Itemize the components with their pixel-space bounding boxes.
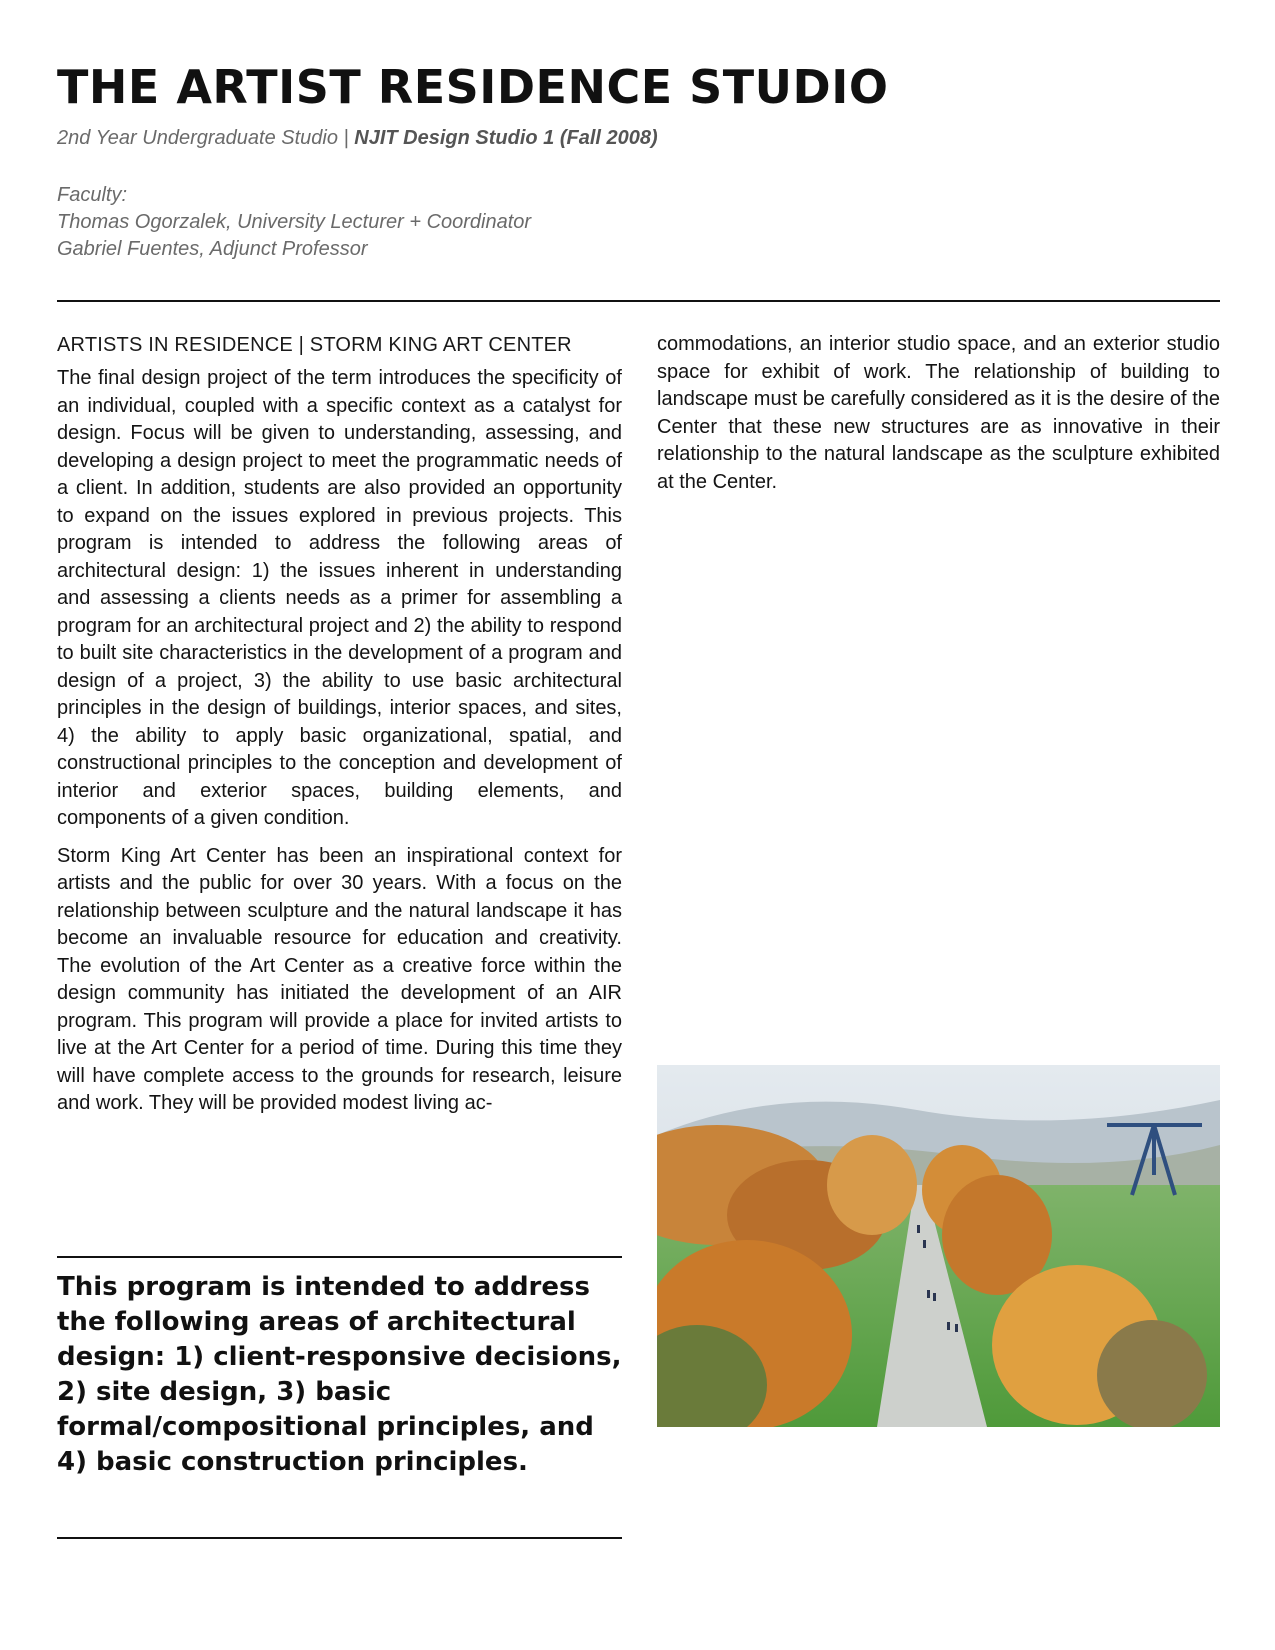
page-subtitle	[57, 127, 658, 150]
faculty-label: Faculty:	[57, 184, 128, 206]
pull-quote-bottom-rule	[57, 1537, 622, 1539]
pull-quote: This program is intended to address the following areas of architectural design: 1) client-responsive decisions, 2) site design, 3) basic formal/compositional principles, and 4) basic construction principles.	[57, 1272, 622, 1477]
header-divider	[57, 300, 1220, 302]
subtitle-studio-name: NJIT Design Studio 1 (Fall 2008)	[354, 127, 658, 149]
pull-quote-top-rule	[57, 1256, 622, 1258]
body-paragraph-continued: commodations, an interior studio space, and an exterior studio space for exhibit of work. The relationship of building to landscape must be carefully considered as it is the desire of the Center that these new structures are as innovative in their relationship to the natural landscape as the sculpture exhibited at the Center.	[657, 333, 1220, 493]
section-heading: ARTISTS IN RESIDENCE | STORM KING ART CENTER	[57, 334, 572, 356]
subtitle-course-level: 2nd Year Undergraduate Studio |	[57, 127, 355, 149]
tree-bare-right	[1097, 1320, 1207, 1427]
landscape-photo	[657, 1065, 1220, 1427]
landscape-photo-illustration	[657, 1065, 1220, 1427]
tree-left-row	[827, 1135, 917, 1235]
body-paragraph: Storm King Art Center has been an inspirational context for artists and the public for over 30 years. With a focus on the relationship between sculpture and the natural landscape it has become an invaluable resource for education and creativity. The evolution of the Art Center as a creative force within the design community has initiated the development of an AIR program. This program will provide a place for invited artists to live at the Art Center for a period of time. During this time they will have complete access to the grounds for research, leisure and work. They will be provided modest living ac-	[57, 844, 622, 1114]
body-paragraph: The final design project of the term introduces the specificity of an individual, coupled with a specific context as a catalyst for design. Focus will be given to understanding, assessing, and developing a design project to meet the programmatic needs of a client. In addition, students are also provided an opportunity to expand on the issues explored in previous projects. This program is intended to address the following areas of architectural design: 1) the issues inherent in understanding and assessing a clients needs as a primer for assembling a program for an architectural project and 2) the ability to respond to built site characteristics in the development of a program and design of a project, 3) the ability to use basic architectural principles in the design of buildings, interior spaces, and sites, 4) the ability to apply basic organizational, spatial, and constructional principles to the conception and development of interior and exterior spaces, building elements, and components of a given condition.	[57, 367, 622, 829]
faculty-block	[57, 182, 531, 263]
faculty-member: Gabriel Fuentes, Adjunct Professor	[57, 238, 368, 260]
page-title: THE ARTIST RESIDENCE STUDIO	[57, 60, 889, 114]
faculty-member: Thomas Ogorzalek, University Lecturer + Coordinator	[57, 211, 532, 233]
right-column	[657, 331, 1220, 506]
left-column	[57, 331, 622, 1128]
